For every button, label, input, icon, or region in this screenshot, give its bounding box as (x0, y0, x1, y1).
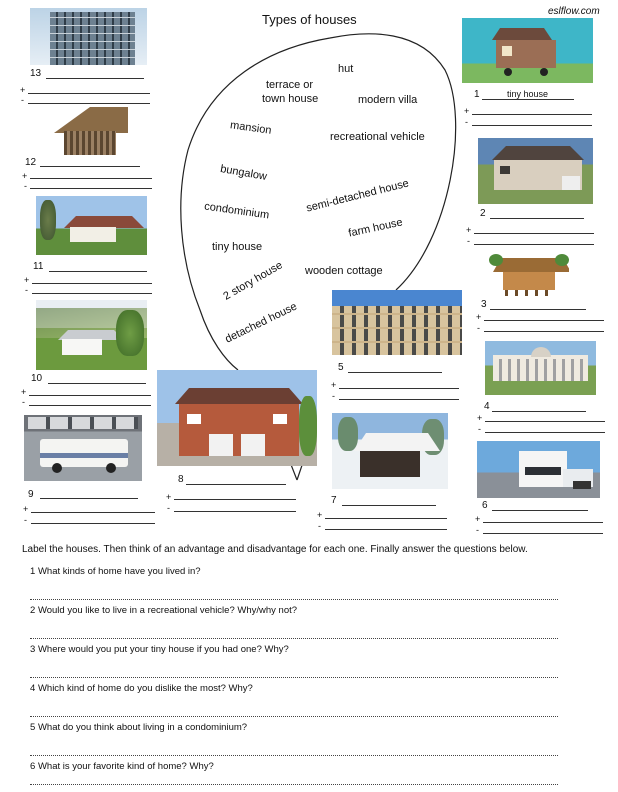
word-recreational-vehicle: recreational vehicle (330, 131, 425, 143)
item-1-number: 1 (474, 89, 480, 100)
question-1-answer-line[interactable] (30, 599, 558, 600)
word-hut: hut (338, 63, 354, 75)
question-5-text: What do you think about living in a condominium? (37, 722, 248, 733)
word-terrace: terrace or (266, 79, 314, 91)
item-1-disadvantage-line[interactable] (472, 125, 592, 126)
item-9-plus: + (23, 504, 29, 514)
item-12-answer-line[interactable] (40, 166, 140, 167)
item-12-plus: + (22, 171, 28, 181)
item-9-answer-line[interactable] (40, 498, 138, 499)
item-4-answer-line[interactable] (492, 411, 586, 412)
item-6-minus: - (476, 525, 479, 535)
word-bungalow: bungalow (219, 163, 268, 183)
question-4-text: Which kind of home do you dislike the most? Why? (37, 683, 253, 694)
site-credit: eslflow.com (548, 6, 600, 17)
image-mansion (485, 341, 596, 395)
item-4-number: 4 (484, 401, 490, 412)
word-modern-villa: modern villa (358, 94, 418, 106)
item-3-minus: - (477, 323, 480, 333)
item-1-answer-line[interactable] (482, 99, 574, 100)
image-modern-villa (477, 441, 600, 498)
item-5-disadvantage-line[interactable] (339, 399, 459, 400)
item-9-minus: - (24, 515, 27, 525)
image-stilt-house (487, 252, 569, 300)
item-8-disadvantage-line[interactable] (174, 511, 296, 512)
item-5-plus: + (331, 380, 337, 390)
question-4-answer-line[interactable] (30, 716, 558, 717)
item-6-answer-line[interactable] (492, 510, 588, 511)
question-1-number: 1 (30, 566, 36, 577)
question-2 (30, 605, 297, 616)
image-two-story-house (478, 138, 593, 204)
item-5-number: 5 (338, 362, 344, 373)
item-12-disadvantage-line[interactable] (30, 188, 152, 189)
item-7-disadvantage-line[interactable] (325, 529, 447, 530)
item-1-plus: + (464, 106, 470, 116)
item-9-disadvantage-line[interactable] (31, 523, 155, 524)
item-6-disadvantage-line[interactable] (483, 533, 603, 534)
question-2-text: Would you like to live in a recreational vehicle? Why/why not? (37, 605, 298, 616)
question-1 (30, 566, 201, 577)
item-10-disadvantage-line[interactable] (29, 405, 151, 406)
item-10-plus: + (21, 387, 27, 397)
item-11-plus: + (24, 275, 30, 285)
item-13-number: 13 (30, 68, 42, 79)
question-5-number: 5 (30, 722, 36, 733)
question-3 (30, 644, 289, 655)
item-5-answer-line[interactable] (348, 372, 442, 373)
item-13-disadvantage-line[interactable] (28, 103, 150, 104)
item-6-number: 6 (482, 500, 488, 511)
item-3-disadvantage-line[interactable] (484, 331, 604, 332)
question-5-answer-line[interactable] (30, 755, 558, 756)
item-11-minus: - (25, 285, 28, 295)
question-6 (30, 761, 214, 772)
image-bungalow (36, 196, 147, 255)
page-title: Types of houses (262, 12, 357, 27)
instructions: Label the houses. Then think of an advantage and disadvantage for each one. Finally answer the questions below. (22, 544, 528, 555)
item-8-minus: - (167, 503, 170, 513)
question-6-text: What is your favorite kind of home? Why? (37, 761, 214, 772)
item-5-minus: - (332, 391, 335, 401)
item-2-advantage-line[interactable] (474, 233, 594, 234)
question-6-answer-line[interactable] (30, 784, 558, 785)
question-3-text: Where would you put your tiny house if you had one? Why? (37, 644, 289, 655)
image-wooden-cottage (332, 413, 448, 489)
item-6-advantage-line[interactable] (483, 522, 603, 523)
word-town-house: town house (262, 93, 319, 105)
item-3-number: 3 (481, 299, 487, 310)
question-4 (30, 683, 253, 694)
image-recreational-vehicle (24, 415, 142, 481)
item-3-answer-line[interactable] (490, 309, 586, 310)
item-9-number: 9 (28, 489, 34, 500)
item-13-advantage-line[interactable] (28, 93, 150, 94)
item-3-plus: + (476, 312, 482, 322)
item-2-number: 2 (480, 208, 486, 219)
word-condominium: condominium (203, 200, 270, 222)
question-2-number: 2 (30, 605, 36, 616)
item-2-answer-line[interactable] (490, 218, 584, 219)
item-9-advantage-line[interactable] (31, 512, 155, 513)
item-3-advantage-line[interactable] (484, 320, 604, 321)
item-10-minus: - (22, 397, 25, 407)
item-5-advantage-line[interactable] (339, 388, 459, 389)
item-7-advantage-line[interactable] (325, 518, 447, 519)
item-4-minus: - (478, 424, 481, 434)
question-6-number: 6 (30, 761, 36, 772)
question-2-answer-line[interactable] (30, 638, 558, 639)
question-1-text: What kinds of home have you lived in? (37, 566, 201, 577)
word-mansion: mansion (229, 119, 273, 137)
item-2-minus: - (467, 236, 470, 246)
item-8-answer-line[interactable] (186, 484, 286, 485)
item-10-answer-line[interactable] (48, 383, 146, 384)
question-4-number: 4 (30, 683, 36, 694)
item-6-plus: + (475, 514, 481, 524)
word-2-story: 2 story house (221, 259, 285, 303)
item-11-advantage-line[interactable] (32, 283, 152, 284)
word-farm-house: farm house (347, 216, 404, 240)
item-4-disadvantage-line[interactable] (485, 432, 605, 433)
word-tiny-house: tiny house (212, 241, 263, 253)
item-7-number: 7 (331, 495, 337, 506)
item-2-disadvantage-line[interactable] (474, 244, 594, 245)
word-wooden-cottage: wooden cottage (305, 265, 383, 277)
image-apartment-tower (30, 8, 147, 65)
item-11-number: 11 (33, 261, 44, 272)
item-4-advantage-line[interactable] (485, 421, 605, 422)
word-semi-detached: semi-detached house (305, 177, 411, 215)
item-13-plus: + (20, 85, 26, 95)
item-12-number: 12 (25, 157, 37, 168)
item-11-disadvantage-line[interactable] (32, 293, 152, 294)
item-1-advantage-line[interactable] (472, 114, 592, 115)
item-10-advantage-line[interactable] (29, 395, 151, 396)
item-13-minus: - (21, 95, 24, 105)
item-12-advantage-line[interactable] (30, 178, 152, 179)
item-8-number: 8 (178, 474, 184, 485)
image-terrace-houses (332, 290, 462, 355)
item-4-plus: + (477, 413, 483, 423)
item-13-answer-line[interactable] (46, 78, 144, 79)
item-7-answer-line[interactable] (342, 505, 436, 506)
item-1-minus: - (465, 117, 468, 127)
item-12-minus: - (24, 181, 27, 191)
item-2-plus: + (466, 225, 472, 235)
item-1-answer-text: tiny house (507, 89, 549, 99)
image-semi-detached (157, 370, 317, 466)
item-11-answer-line[interactable] (49, 271, 147, 272)
question-3-number: 3 (30, 644, 36, 655)
item-8-plus: + (166, 492, 172, 502)
item-7-minus: - (318, 521, 321, 531)
image-farm-house (36, 300, 147, 370)
item-10-number: 10 (31, 373, 43, 384)
question-5 (30, 722, 247, 733)
image-tiny-house (462, 18, 593, 83)
image-hut (52, 107, 128, 157)
item-8-advantage-line[interactable] (174, 499, 296, 500)
question-3-answer-line[interactable] (30, 677, 558, 678)
word-detached-house: detached house (223, 300, 299, 346)
item-7-plus: + (317, 510, 323, 520)
